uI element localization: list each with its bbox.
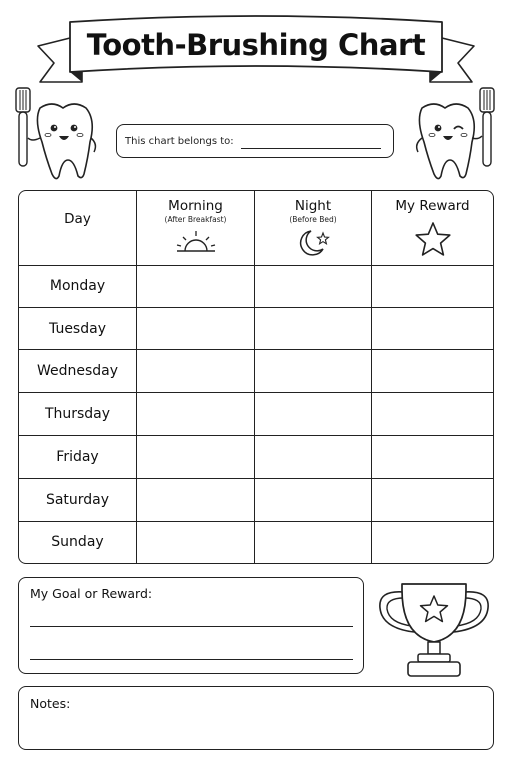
friday-reward-cell[interactable] <box>372 436 493 478</box>
goal-box <box>18 577 364 674</box>
moon-star-icon <box>293 227 333 259</box>
wednesday-morning-cell[interactable] <box>137 350 254 392</box>
saturday-reward-cell[interactable] <box>372 479 493 521</box>
page-title: Tooth-Brushing Chart <box>86 28 426 62</box>
notes-label: Notes: <box>30 696 71 711</box>
thursday-night-cell[interactable] <box>255 393 371 435</box>
column-title: Night <box>294 198 332 214</box>
saturday-morning-cell[interactable] <box>137 479 254 521</box>
tuesday-night-cell[interactable] <box>255 308 371 350</box>
column-header-reward <box>372 191 493 265</box>
day-label-monday: Monday <box>49 278 106 294</box>
monday-morning-cell[interactable] <box>137 266 254 308</box>
column-header-morning <box>137 191 254 265</box>
thursday-reward-cell[interactable] <box>372 393 493 435</box>
monday-night-cell[interactable] <box>255 266 371 308</box>
day-label-thursday: Thursday <box>44 406 111 422</box>
tuesday-morning-cell[interactable] <box>137 308 254 350</box>
sunday-night-cell[interactable] <box>255 522 371 564</box>
column-subtitle: (After Breakfast) <box>164 215 227 224</box>
goal-line-1[interactable] <box>30 626 353 627</box>
owner-field[interactable] <box>116 124 394 158</box>
tooth-with-toothbrush-icon <box>10 86 105 186</box>
day-label-sunday: Sunday <box>51 534 104 550</box>
trophy-icon <box>374 576 494 682</box>
thursday-morning-cell[interactable] <box>137 393 254 435</box>
day-label-saturday: Saturday <box>45 492 110 508</box>
brushing-table <box>18 190 494 564</box>
sunrise-icon <box>174 227 218 257</box>
day-label-friday: Friday <box>56 449 99 465</box>
day-label-tuesday: Tuesday <box>49 321 106 337</box>
wednesday-night-cell[interactable] <box>255 350 371 392</box>
goal-line-2[interactable] <box>30 659 353 660</box>
owner-name-line[interactable] <box>241 148 381 149</box>
wednesday-reward-cell[interactable] <box>372 350 493 392</box>
tuesday-reward-cell[interactable] <box>372 308 493 350</box>
sunday-morning-cell[interactable] <box>137 522 254 564</box>
column-title: My Reward <box>395 198 470 214</box>
column-header-day <box>19 191 136 265</box>
friday-night-cell[interactable] <box>255 436 371 478</box>
column-header-night <box>255 191 371 265</box>
winking-tooth-with-toothbrush-icon <box>408 86 508 186</box>
friday-morning-cell[interactable] <box>137 436 254 478</box>
day-label-wednesday: Wednesday <box>36 363 119 379</box>
saturday-night-cell[interactable] <box>255 479 371 521</box>
goal-label: My Goal or Reward: <box>30 586 153 601</box>
column-title: Day <box>64 211 91 227</box>
owner-label: This chart belongs to: <box>125 136 234 147</box>
column-title: Morning <box>168 198 223 214</box>
column-subtitle: (Before Bed) <box>289 215 337 224</box>
star-icon <box>413 220 453 260</box>
monday-reward-cell[interactable] <box>372 266 493 308</box>
sunday-reward-cell[interactable] <box>372 522 493 564</box>
notes-box[interactable] <box>18 686 494 750</box>
